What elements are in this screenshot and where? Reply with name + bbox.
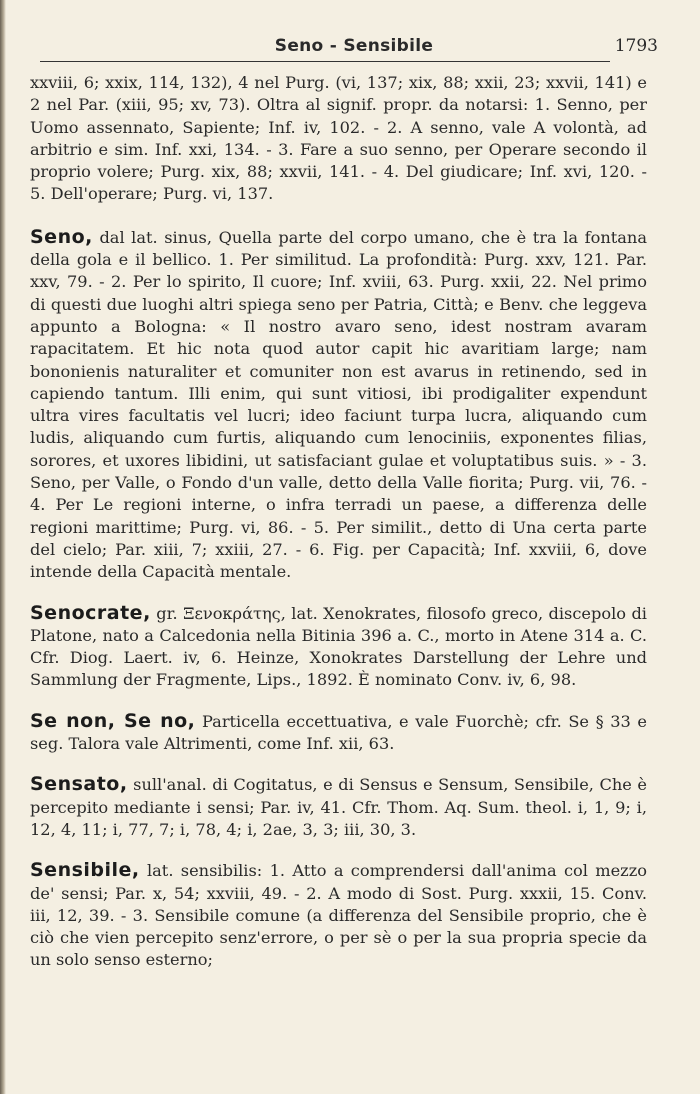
- headword: Senocrate,: [30, 601, 151, 624]
- entry-sensibile: [30, 859, 647, 971]
- dictionary-body: [30, 72, 647, 990]
- entry-continuation: [30, 72, 647, 206]
- headword: Seno,: [30, 225, 93, 248]
- page-number: 1793: [614, 36, 658, 56]
- entry-text: gr. Ξενοκράτης, lat. Xenokrates, filosofo greco, discepolo di Platone, nato a Calcedonia nella Bitinia 396 a. C., morto in Atene 314 a. C. Cfr. Diog. Laert. iv, 6. Heinze, Xonokrates Darstellung der Lehre und Sammlung der Fragmente, Lips., 1892. È nominato Conv. iv, 6, 98.: [30, 603, 647, 690]
- entry-text: dal lat. sinus, Quella parte del corpo umano, che è tra la fontana della gola e il bellico. 1. Per similitud. La profondità: Purg. xxv, 121. Par. xxv, 79. - 2. Per lo spirito, Il cuore; Inf. xviii, 63. Purg. xxii, 22. Nel primo di questi due luoghi altri spiega seno per Patria, Città; e Benv. che leggeva appunto a Bologna: « Il nostro avaro seno, idest nostram avaram rapacitatem. Et hic nota quod autor capit hic avaritiam large; nam bononienis naturaliter et comuniter non est avarus in retinendo, sed in capiendo tantum. Illi enim, qui sunt vitiosi, ibi prodigaliter expendunt ultra vires facultatis vel lucri; ideo faciunt turpa lucra, aliquando cum ludis, aliquando cum furtis, aliquando cum lenociniis, exponentes filias, sorores, et uxores libidini, ut satisfaciant gulae et voluptatibus suis. » - 3. Seno, per Valle, o Fondo d'un valle, detto della Valle fiorita; Purg. vii, 76. - 4. Per Le regioni interne, o infra terradi un paese, a differenza delle regioni marittime; Purg. vi, 86. - 5. Per similit., detto di Una certa parte del cielo; Par. xiii, 7; xxiii, 27. - 6. Fig. per Capacità; Inf. xxviii, 6, dove intende della Capacità mentale.: [30, 227, 647, 582]
- running-title: Seno - Sensibile: [274, 36, 434, 56]
- page-header: [56, 30, 676, 60]
- page-edge-shadow: [0, 0, 6, 1094]
- entry-text: lat. sensibilis: 1. Atto a comprendersi dall'anima col mezzo de' sensi; Par. x, 54; xxviii, 49. - 2. A modo di Sost. Purg. xxxii, 15. Conv. iii, 12, 39. - 3. Sensibile comune (a differenza del Sensibile proprio, che è ciò che vien percepito senz'errore, o per sè o per la sua propria specie da un solo senso esterno;: [30, 861, 647, 970]
- headword: Se non, Se no,: [30, 709, 196, 732]
- headword: Sensato,: [30, 773, 128, 796]
- entry-senocrate: [30, 602, 647, 692]
- entry-se-non: [30, 710, 647, 756]
- entry-sensato: [30, 773, 647, 841]
- header-rule: [40, 61, 610, 62]
- headword: Sensibile,: [30, 859, 140, 882]
- entry-text: sull'anal. di Cogitatus, e di Sensus e Sensum, Sensibile, Che è percepito mediante i sensi; Par. iv, 41. Cfr. Thom. Aq. Sum. theol. i, 1, 9; i, 12, 4, 11; i, 77, 7; i, 78, 4; i, 2ae, 3, 3; iii, 30, 3.: [30, 775, 647, 839]
- entry-text: Particella eccettuativa, e vale Fuorchè; cfr. Se § 33 e seg. Talora vale Altrimenti, come Inf. xii, 63.: [30, 711, 647, 754]
- entry-text: xxviii, 6; xxix, 114, 132), 4 nel Purg. (vi, 137; xix, 88; xxii, 23; xxvii, 141) e 2 nel Par. (xiii, 95; xv, 73). Oltra al signif. propr. da notarsi: 1. Senno, per Uomo assennato, Sapiente; Inf. iv, 102. - 2. A senno, vale A volontà, ad arbitrio e sim. Inf. xxi, 134. - 3. Fare a suo senno, per Operare secondo il proprio volere; Purg. xix, 88; xxvii, 141. - 4. Del giudicare; Inf. xvi, 120. - 5. Dell'operare; Purg. vi, 137.: [30, 73, 647, 204]
- entry-seno: [30, 226, 647, 584]
